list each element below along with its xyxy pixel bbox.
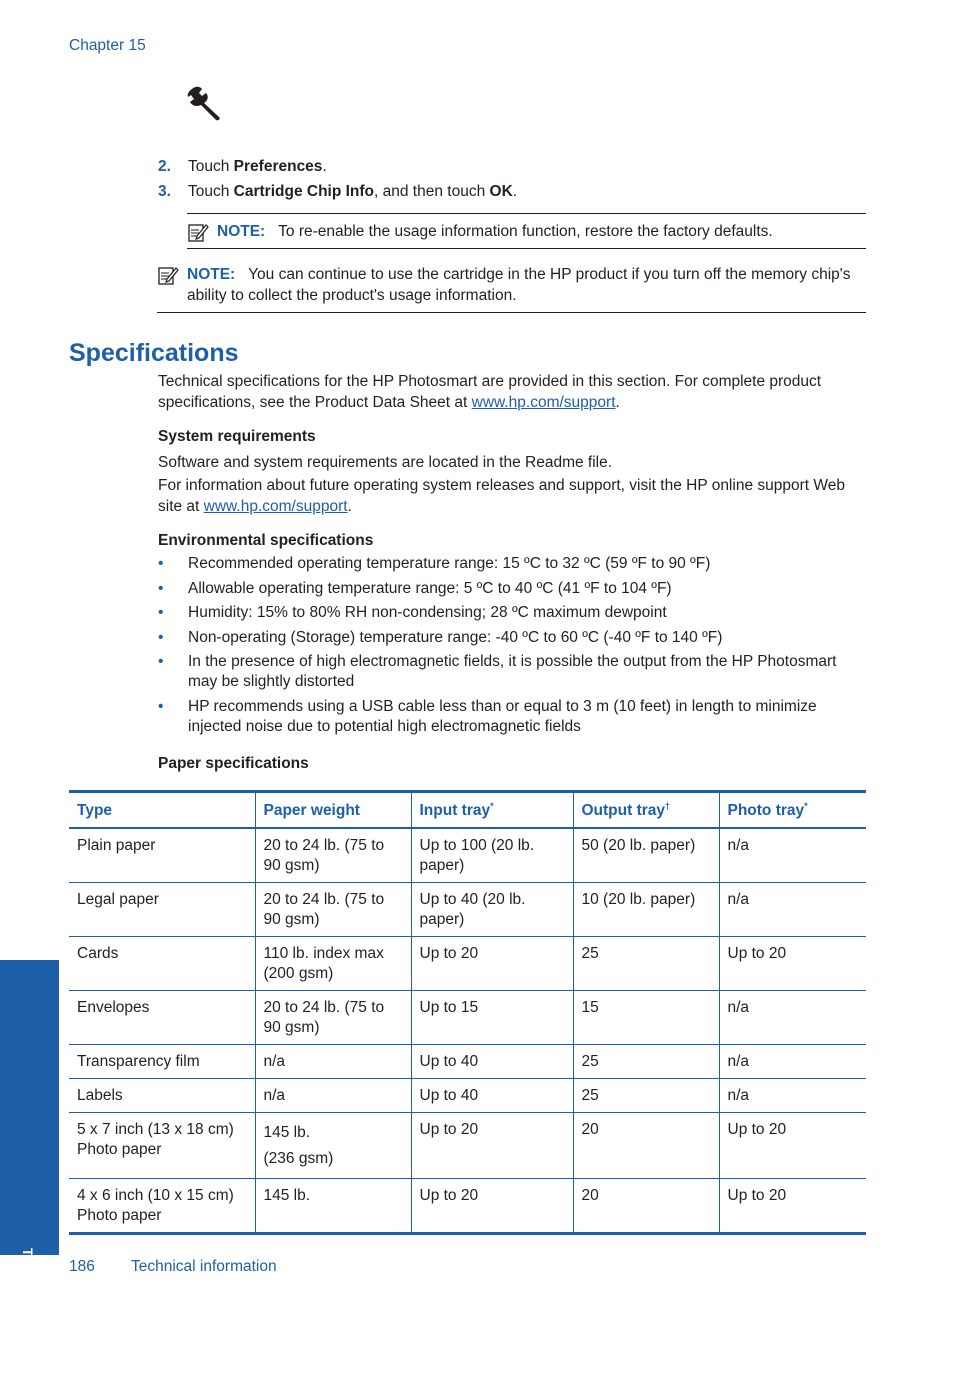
list-item: • Allowable operating temperature range: 5 ºC to 40 ºC (41 ºF to 104 ºF) <box>158 579 672 597</box>
header-paper-weight: Paper weight <box>255 792 411 829</box>
list-item: • In the presence of high electromagnetic fields, it is possible the output from the HP Photosmart may be slightly distorted <box>158 653 837 690</box>
list-item: • Non-operating (Storage) temperature range: -40 ºC to 60 ºC (-40 ºF to 140 ºF) <box>158 628 723 646</box>
table-cell: Up to 100 (20 lb. paper) <box>411 828 573 883</box>
paper-specifications-table <box>69 790 866 1235</box>
table-row <box>69 1179 866 1234</box>
table-cell: 20 to 24 lb. (75 to 90 gsm) <box>255 883 411 937</box>
table-cell: Up to 20 <box>719 1179 866 1234</box>
hp-support-link[interactable]: www.hp.com/support <box>471 394 616 411</box>
table-cell: Up to 20 <box>719 937 866 991</box>
table-cell: 10 (20 lb. paper) <box>573 883 719 937</box>
page-number: 186 <box>69 1258 95 1275</box>
list-item: • HP recommends using a USB cable less than or equal to 3 m (10 feet) in length to minimize injected noise due to potential high electromagnetic fields <box>158 697 817 735</box>
table-row <box>69 991 866 1045</box>
table-cell: 25 <box>573 937 719 991</box>
table-cell: 50 (20 lb. paper) <box>573 828 719 883</box>
table-row <box>69 1045 866 1079</box>
table-cell: 20 <box>573 1179 719 1234</box>
table-cell: Up to 20 <box>411 937 573 991</box>
cartridge-chip-info-option: Cartridge Chip Info <box>233 183 375 200</box>
table-row <box>69 883 866 937</box>
table-cell: 15 <box>573 991 719 1045</box>
side-tab <box>0 960 59 1255</box>
wrench-icon <box>186 83 226 121</box>
note-icon <box>157 264 179 286</box>
table-cell: Up to 40 (20 lb. paper) <box>411 883 573 937</box>
header-photo-tray: Photo tray* <box>719 792 866 829</box>
header-output-tray: Output tray† <box>573 792 719 829</box>
table-cell: 145 lb. <box>255 1179 411 1234</box>
table-cell: Up to 20 <box>411 1113 573 1179</box>
table-cell: 145 lb. (236 gsm) <box>255 1113 411 1179</box>
note-memory-chip: NOTE: You can continue to use the cartridge in the HP product if you turn off the memory chip's ability to collect the product's usage information. <box>157 262 866 313</box>
table-cell: 5 x 7 inch (13 x 18 cm) Photo paper <box>69 1113 255 1179</box>
intro-paragraph: Technical specifications for the HP Photosmart are provided in this section. For complete product specifications, see the Product Data Sheet at www.hp.com/support. <box>158 373 822 411</box>
table-cell: 110 lb. index max (200 gsm) <box>255 937 411 991</box>
note-icon <box>187 221 209 243</box>
table-row <box>69 1113 866 1179</box>
header-type: Type <box>69 792 255 829</box>
side-tab-label: Technical information <box>20 1248 36 1392</box>
table-cell: n/a <box>255 1079 411 1113</box>
table-cell: Up to 40 <box>411 1079 573 1113</box>
list-item: • Recommended operating temperature range: 15 ºC to 32 ºC (59 ºF to 90 ºF) <box>158 555 711 572</box>
table-cell: 4 x 6 inch (10 x 15 cm) Photo paper <box>69 1179 255 1234</box>
table-cell: n/a <box>719 828 866 883</box>
table-cell: 20 to 24 lb. (75 to 90 gsm) <box>255 828 411 883</box>
table-cell: 25 <box>573 1045 719 1079</box>
step-3: 3. Touch Cartridge Chip Info, and then touch OK. <box>158 183 518 200</box>
environmental-list <box>158 554 868 741</box>
system-requirements-more: For information about future operating system releases and support, visit the HP online support Web site at www.hp.com/support. <box>158 477 845 515</box>
system-requirements-heading: System requirements <box>158 428 316 445</box>
table-cell: n/a <box>719 1079 866 1113</box>
table-row <box>69 937 866 991</box>
table-cell: n/a <box>719 991 866 1045</box>
section-title: Specifications <box>69 339 239 367</box>
table-cell: Up to 20 <box>719 1113 866 1179</box>
table-cell: Plain paper <box>69 828 255 883</box>
table-cell: Up to 40 <box>411 1045 573 1079</box>
hp-support-link[interactable]: www.hp.com/support <box>203 498 348 515</box>
table-cell: 20 to 24 lb. (75 to 90 gsm) <box>255 991 411 1045</box>
table-cell: Up to 20 <box>411 1179 573 1234</box>
table-cell: Envelopes <box>69 991 255 1045</box>
table-cell: 25 <box>573 1079 719 1113</box>
ok-option: OK <box>489 183 513 200</box>
environmental-heading: Environmental specifications <box>158 532 374 549</box>
table-cell: Up to 15 <box>411 991 573 1045</box>
step-2: 2. Touch Preferences. <box>158 158 327 175</box>
table-cell: Cards <box>69 937 255 991</box>
table-header-row <box>69 792 866 829</box>
table-row <box>69 1079 866 1113</box>
table-cell: n/a <box>719 883 866 937</box>
list-item: • Humidity: 15% to 80% RH non-condensing; 28 ºC maximum dewpoint <box>158 604 667 621</box>
paper-specifications-heading: Paper specifications <box>158 755 309 772</box>
table-cell: Legal paper <box>69 883 255 937</box>
chapter-label: Chapter 15 <box>69 37 146 54</box>
note-restore-defaults: NOTE: To re-enable the usage information function, restore the factory defaults. <box>187 213 866 249</box>
footer-section: Technical information <box>131 1258 277 1275</box>
header-input-tray: Input tray* <box>411 792 573 829</box>
table-cell: n/a <box>719 1045 866 1079</box>
table-row <box>69 828 866 883</box>
preferences-option: Preferences <box>233 158 323 175</box>
table-cell: n/a <box>255 1045 411 1079</box>
table-cell: 20 <box>573 1113 719 1179</box>
table-cell: Labels <box>69 1079 255 1113</box>
table-cell: Transparency film <box>69 1045 255 1079</box>
system-requirements-text: Software and system requirements are located in the Readme file. <box>158 454 613 471</box>
